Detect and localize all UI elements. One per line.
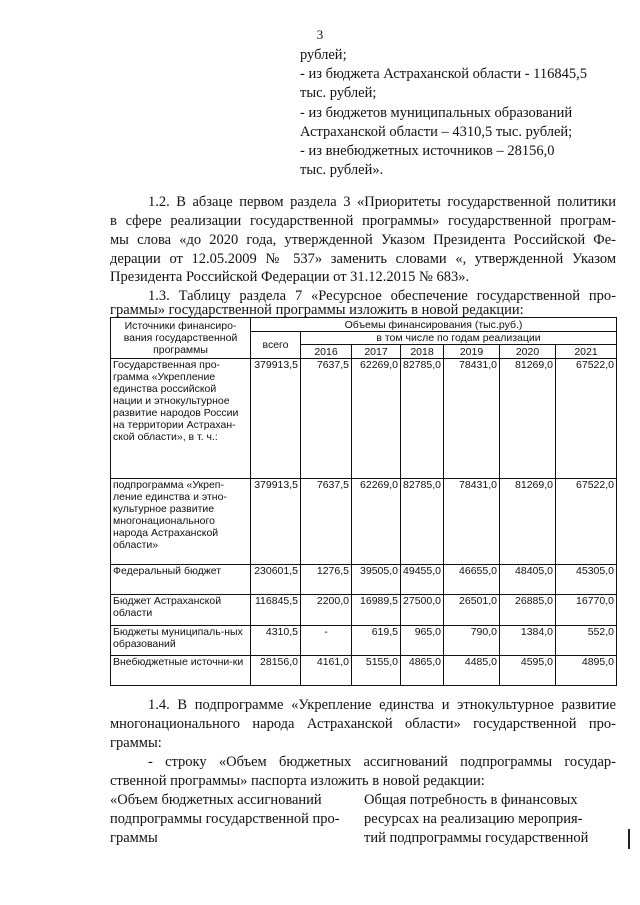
- row-value: 45305,0: [556, 565, 617, 595]
- row-total: 28156,0: [251, 656, 301, 686]
- paragraph-1-2-line: 1.2. В абзаце первом раздела 3 «Приоритеты государственной политики: [148, 194, 616, 210]
- row-value: 2200,0: [301, 595, 352, 626]
- row-value: 7637,5: [301, 479, 352, 565]
- table-row: [111, 479, 617, 565]
- row-value: 49455,0: [401, 565, 444, 595]
- table-row: [111, 359, 617, 479]
- row-value: 7637,5: [301, 359, 352, 479]
- paragraph-1-2-line: в сфере реализации государственной программы» государственной програм-: [110, 213, 616, 229]
- passport-right-line: Общая потребность в финансовых: [364, 792, 578, 808]
- table-row: [111, 595, 617, 626]
- header-by-year: в том числе по годам реализации: [301, 332, 617, 345]
- paragraph-1-4-line: многонационального народа Астраханской области» государственной про-: [110, 716, 616, 732]
- row-value: 5155,0: [352, 656, 401, 686]
- row-value: 81269,0: [500, 359, 556, 479]
- header-year: 2019: [444, 345, 500, 359]
- row-total: 230601,5: [251, 565, 301, 595]
- row-value: 619,5: [352, 626, 401, 656]
- row-value: 82785,0: [401, 479, 444, 565]
- paragraph-1-2-line: Президента Российской Федерации от 31.12.2015 № 683».: [110, 269, 470, 285]
- paragraph-1-3-line: граммы» государственной программы изложить в новой редакции:: [110, 302, 524, 318]
- paragraph-1-2-line: мы слова «до 2020 года, утвержденной Указом Президента Российской Фе-: [110, 232, 616, 248]
- row-value: 67522,0: [556, 479, 617, 565]
- paragraph-1-4-line: граммы:: [110, 735, 162, 751]
- instruction-line: ственной программы» паспорта изложить в новой редакции:: [110, 773, 485, 789]
- scan-margin-mark: [628, 829, 630, 849]
- paragraph-1-4-line: 1.4. В подпрограмме «Укрепление единства и этнокультурное развитие: [148, 697, 616, 713]
- row-value: 48405,0: [500, 565, 556, 595]
- header-volumes: Объемы финансирования (тыс.руб.): [251, 318, 617, 332]
- paragraph-1-3-line: 1.3. Таблицу раздела 7 «Ресурсное обеспечение государственной про-: [148, 288, 616, 304]
- row-value: 16989,5: [352, 595, 401, 626]
- header-sources: Источники финансиро-вания государственной программы: [111, 318, 251, 359]
- header-year: 2017: [352, 345, 401, 359]
- funding-line: тыс. рублей;: [300, 85, 377, 101]
- header-year: 2020: [500, 345, 556, 359]
- paragraph-1-2-line: дерации от 12.05.2009 № 537» заменить словами «, утвержденной Указом: [110, 251, 616, 267]
- row-value: 4865,0: [401, 656, 444, 686]
- funding-line: тыс. рублей».: [300, 162, 384, 178]
- instruction-line: - строку «Объем бюджетных ассигнований подпрограммы государ-: [148, 754, 616, 770]
- passport-left-line: граммы: [110, 830, 158, 846]
- row-value: 4595,0: [500, 656, 556, 686]
- header-year: 2018: [401, 345, 444, 359]
- row-value: 16770,0: [556, 595, 617, 626]
- row-label: Бюджеты муниципаль-ных образований: [111, 626, 251, 656]
- page-number: 3: [316, 27, 324, 42]
- row-value: 62269,0: [352, 479, 401, 565]
- row-value: 39505,0: [352, 565, 401, 595]
- row-total: 4310,5: [251, 626, 301, 656]
- passport-right-line: тий подпрограммы государственной: [364, 830, 589, 846]
- row-label: Государственная про-грамма «Укрепление единства российской нации и этнокультурное развитие народов России на территории Астрахан-ской области», в т. ч.:: [111, 359, 251, 479]
- row-value: 82785,0: [401, 359, 444, 479]
- funding-line: - из бюджетов муниципальных образований: [300, 105, 573, 121]
- row-value: 46655,0: [444, 565, 500, 595]
- funding-line: Астраханской области – 4310,5 тыс. рублей;: [300, 124, 573, 140]
- row-value: 4485,0: [444, 656, 500, 686]
- row-value: 62269,0: [352, 359, 401, 479]
- row-total: 379913,5: [251, 479, 301, 565]
- row-value: 78431,0: [444, 359, 500, 479]
- row-label: Бюджет Астраханской области: [111, 595, 251, 626]
- row-value: 1276,5: [301, 565, 352, 595]
- row-value: 965,0: [401, 626, 444, 656]
- funding-table: [110, 317, 617, 686]
- passport-left-line: «Объем бюджетных ассигнований: [110, 792, 322, 808]
- row-label: Федеральный бюджет: [111, 565, 251, 595]
- funding-line: - из бюджета Астраханской области - 116845,5: [300, 66, 588, 82]
- row-value: 67522,0: [556, 359, 617, 479]
- row-value: 552,0: [556, 626, 617, 656]
- row-label: Внебюджетные источни-ки: [111, 656, 251, 686]
- row-value: 4895,0: [556, 656, 617, 686]
- table-row: [111, 565, 617, 595]
- header-total: всего: [251, 332, 301, 359]
- table-row: [111, 656, 617, 686]
- funding-line: - из внебюджетных источников – 28156,0: [300, 143, 555, 159]
- row-total: 116845,5: [251, 595, 301, 626]
- row-total: 379913,5: [251, 359, 301, 479]
- row-value: -: [301, 626, 352, 656]
- passport-left-line: подпрограммы государственной про-: [110, 811, 340, 827]
- row-value: 1384,0: [500, 626, 556, 656]
- row-value: 4161,0: [301, 656, 352, 686]
- header-year: 2016: [301, 345, 352, 359]
- row-value: 790,0: [444, 626, 500, 656]
- row-value: 78431,0: [444, 479, 500, 565]
- row-value: 81269,0: [500, 479, 556, 565]
- row-value: 26501,0: [444, 595, 500, 626]
- row-value: 27500,0: [401, 595, 444, 626]
- header-year: 2021: [556, 345, 617, 359]
- row-label: подпрограмма «Укреп-ление единства и этно-культурное развитие многонационального народа Астраханской области»: [111, 479, 251, 565]
- passport-right-line: ресурсах на реализацию мероприя-: [364, 811, 583, 827]
- table-row: [111, 626, 617, 656]
- row-value: 26885,0: [500, 595, 556, 626]
- funding-line: рублей;: [300, 47, 347, 63]
